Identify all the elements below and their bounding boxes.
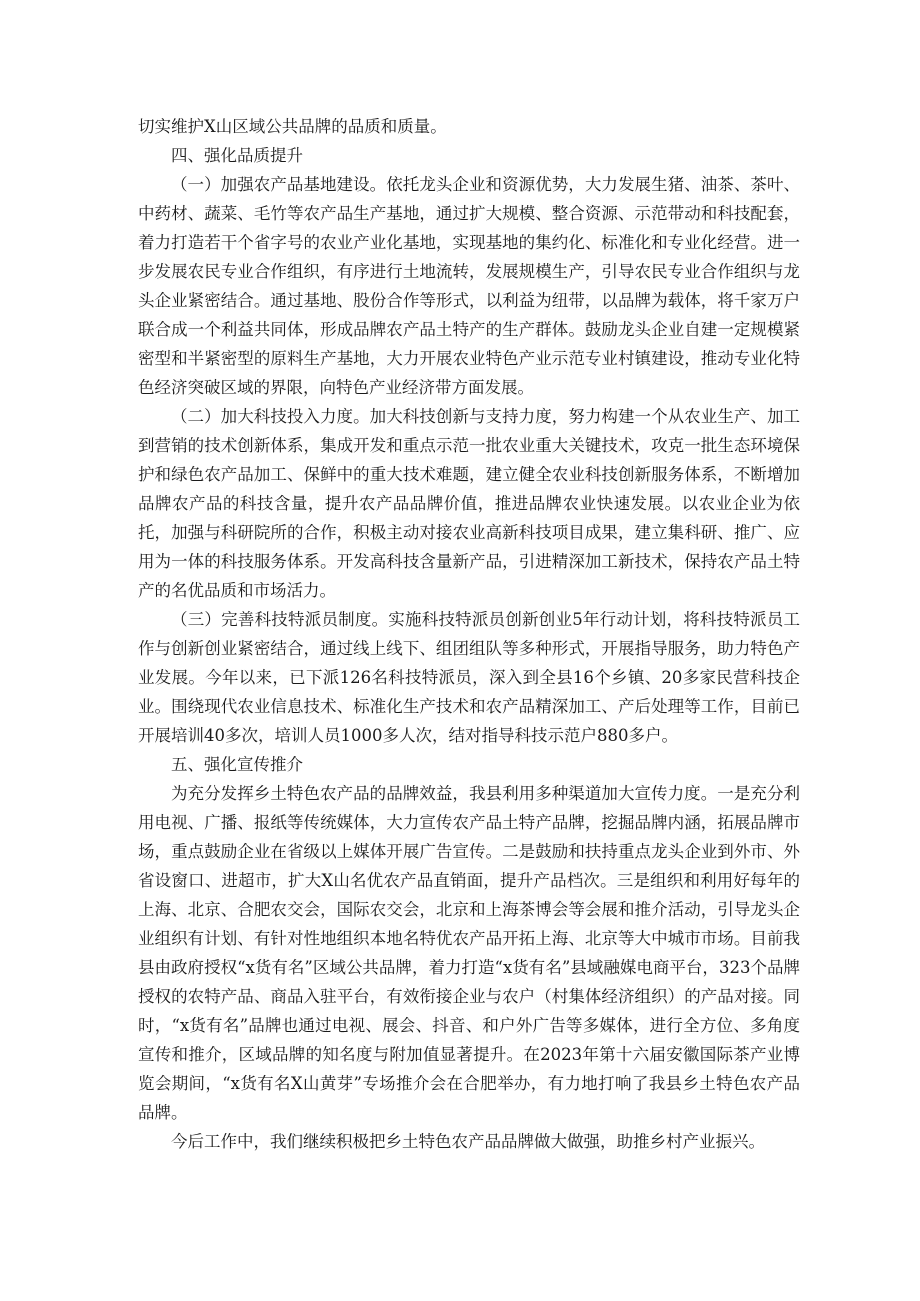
paragraph-publicity: 为充分发挥乡土特色农产品的品牌效益，我县利用多种渠道加大宣传力度。一是充分利用电视、广播、报纸等传统媒体，大力宣传农产品土特产品牌，挖掘品牌内涵，拓展品牌市场，重点鼓励企业在省级以上媒体开展广告宣传。二是鼓励和扶持重点龙头企业到外市、外省设窗口、进超市，扩大X山名优农产品直销面，提升产品档次。三是组织和利用好每年的上海、北京、合肥农交会，国际农交会，北京和上海茶博会等会展和推介活动，引导龙头企业组织有计划、有针对性地组织本地名特优农产品开拓上海、北京等大中城市市场。目前我县由政府授权“x货有名”区域公共品牌，着力打造“x货有名”县域融媒电商平台，323个品牌授权的农特产品、商品入驻平台，有效衔接企业与农户（村集体经济组织）的产品对接。同时，“x货有名”品牌也通过电视、展会、抖音、和户外广告等多媒体，进行全方位、多角度宣传和推介，区域品牌的知名度与附加值显著提升。在2023年第十六届安徽国际茶产业博览会期间，“x货有名X山黄芽”专场推介会在合肥举办，有力地打响了我县乡土特色农产品品牌。 xyxy=(138,784,800,1122)
opening-line: 切实维护X山区域公共品牌的品质和质量。 xyxy=(138,117,447,136)
document-body xyxy=(138,112,800,1156)
paragraph-base-construction: （一）加强农产品基地建设。依托龙头企业和资源优势，大力发展生猪、油茶、茶叶、中药材、蔬菜、毛竹等农产品生产基地，通过扩大规模、整合资源、示范带动和科技配套，着力打造若干个省字号的农业产业化基地，实现基地的集约化、标准化和专业化经营。进一步发展农民专业合作组织，有序进行土地流转，发展规模生产，引导农民专业合作组织与龙头企业紧密结合。通过基地、股份合作等形式，以利益为纽带，以品牌为载体，将千家万户联合成一个利益共同体，形成品牌农产品土特产的生产群体。鼓励龙头企业自建一定规模紧密型和半紧密型的原料生产基地，大力开展农业特色产业示范专业村镇建设，推动专业化特色经济突破区域的界限，向特色产业经济带方面发展。 xyxy=(138,175,800,397)
section-heading-4: 四、强化品质提升 xyxy=(171,146,303,165)
paragraph-closing: 今后工作中，我们继续积极把乡土特色农产品品牌做大做强，助推乡村产业振兴。 xyxy=(171,1132,765,1151)
paragraph-tech-commissioner: （三）完善科技特派员制度。实施科技特派员创新创业5年行动计划，将科技特派员工作与创新创业紧密结合，通过线上线下、组团组队等多种形式，开展指导服务，助力特色产业发展。今年以来，已下派126名科技特派员，深入到全县16个乡镇、20多家民营科技企业。围绕现代农业信息技术、标准化生产技术和农产品精深加工、产后处理等工作，目前已开展培训40多次，培训人员1000多人次，结对指导科技示范户880多户。 xyxy=(138,610,800,745)
paragraph-tech-investment: （二）加大科技投入力度。加大科技创新与支持力度，努力构建一个从农业生产、加工到营销的技术创新体系，集成开发和重点示范一批农业重大关键技术，攻克一批生态环境保护和绿色农产品加工、保鲜中的重大技术难题，建立健全农业科技创新服务体系，不断增加品牌农产品的科技含量，提升农产品品牌价值，推进品牌农业快速发展。以农业企业为依托，加强与科研院所的合作，积极主动对接农业高新科技项目成果，建立集科研、推广、应用为一体的科技服务体系。开发高科技含量新产品，引进精深加工新技术，保持农产品土特产的名优品质和市场活力。 xyxy=(138,407,800,600)
section-heading-5: 五、强化宣传推介 xyxy=(171,755,303,774)
